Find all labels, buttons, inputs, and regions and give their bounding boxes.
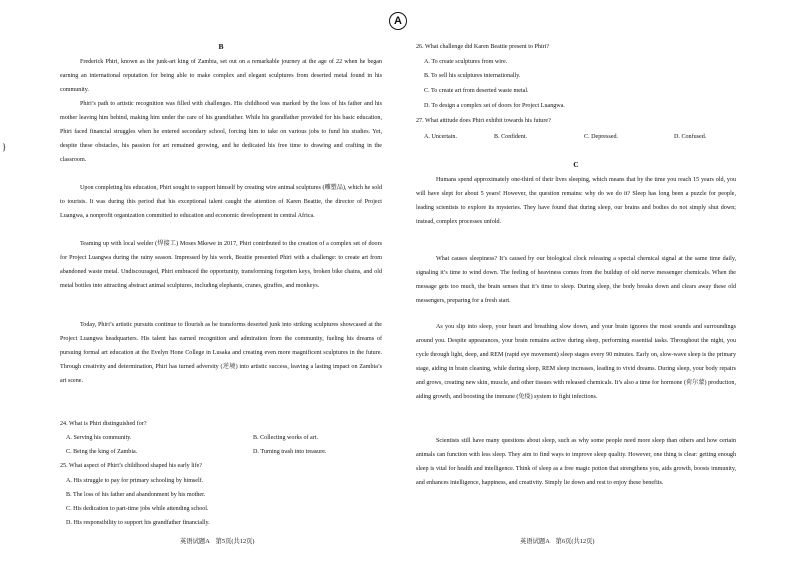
question-25-option-d[interactable]: D. His responsibility to support his grandfather financially. [66, 520, 210, 526]
passage-b-paragraph-4: Teaming up with local welder (焊接工) Moses Mkewe in 2017, Phiri contributed to the creation of a complex set of doors for Project Luangwa during the rainy season. Impressed by his work, Beattie presented Phiri with a challenge: to create art from abandoned waste metal. Undiscouraged, Phiri embraced the opportunity, transforming forgotten keys, broken bike chains, and old metal bottles into attracting abstract animal sculptures, including elephants, cranes, giraffes, and monkeys. [60, 241, 382, 290]
passage-b-paragraph-3: Upon completing his education, Phiri sought to support himself by creating wire animal sculptures (雕塑品), which he sold to tourists. It was during this period that his exceptional talent caught the attention of Karen Beattie, the director of Project Luangwa, a nonprofit organization committed to education and economic development in central Africa. [60, 185, 382, 220]
question-26-stem: 26. What challenge did Karen Beattie present to Phiri? [416, 44, 550, 50]
passage-c-paragraph-2: What causes sleepiness? It’s caused by our biological clock releasing a special chemical signal at the same time daily, signaling it’s time to wind down. The feeling of heaviness comes from the buildup of old nerve messenger chemicals. When the message gets too much, the brain senses that it’s time to sleep. During sleep, the body breaks down and clears away these old messengers, preparing for a fresh start. [416, 256, 736, 305]
passage-c-paragraph-4: Scientists still have many questions about sleep, such as why some people need more sleep than others and how certain animals can function with less sleep. They aim to find ways to improve sleep quality. However, one thing is clear: getting enough sleep is vital for health and intelligence. Think of sleep as a free magic potion that strengthens you, aids growth, boosts immunity, and enhances intelligence, happiness, and creativity. Simply lie down and rest to enjoy these benefits. [416, 438, 736, 487]
section-c-heading: C [573, 160, 579, 169]
question-24-option-a[interactable]: A. Serving his community. [66, 435, 132, 441]
passage-b-paragraph-2: Phiri’s path to artistic recognition was filled with challenges. His childhood was marked by the loss of his father and his mother leaving him behind, making him under the care of his grandfather. While his grandfather provided for his basic education, Phiri faced financial struggles when he entered secondary school, forcing him to take on various jobs to fund his studies. Yet, despite these obstacles, his passion for art remained growing, and he dedicated his free time to drawing and crafting in the classroom. [60, 101, 382, 164]
question-27-option-d[interactable]: D. Confused. [674, 134, 707, 140]
question-26-option-a[interactable]: A. To create sculptures from wire. [424, 59, 508, 65]
question-25-option-b[interactable]: B. The loss of his father and abandonment by his mother. [66, 492, 206, 498]
question-25-option-c[interactable]: C. His dedication to part-time jobs while attending school. [66, 506, 209, 512]
question-27-stem: 27. What attitude does Phiri exhibit towards his future? [416, 118, 551, 124]
question-24-stem: 24. What is Phiri distinguished for? [60, 421, 147, 427]
passage-c-paragraph-3: As you slip into sleep, your heart and breathing slow down, and your brain ignores the most sounds and surroundings around you. Despite appearances, your brain remains active during sleep, performing essential tasks. Throughout the night, you cycle through light, deep, and REM (rapid eye movement) sleep stages every 90 minutes. Early on, slow-wave sleep is the primary stage, aiding in brain cleaning, while during sleep, REM sleep increases, leading to vivid dreams. During sleep, your body repairs and grows, creating new skin, muscle, and other tissues with released chemicals. It’s also a time for hormone (荷尔蒙) production, aiding growth, and boosting the immune (免疫) system to fight infections. [416, 324, 736, 401]
section-b-heading: B [218, 42, 224, 51]
question-27-option-a[interactable]: A. Uncertain. [424, 134, 457, 140]
question-26-option-b[interactable]: B. To sell his sculptures internationally. [424, 73, 521, 79]
question-27-option-c[interactable]: C. Depressed. [584, 134, 619, 140]
paper-version-mark: A [389, 12, 407, 30]
passage-b-paragraph-5: Today, Phiri’s artistic pursuits continue to flourish as he transforms deserted junk into striking sculptures showcased at the Project Luangwa headquarters. His talent has earned recognition and admiration from the community, fueling his dreams of pursuing formal art education at the Evelyn Hone College in Lusaka and creating even more magnificent sculptures in the future. Through creativity and determination, Phiri has turned adversity (逆境) into artistic success, leaving a lasting impact on Zambia’s art scene. [60, 322, 382, 385]
question-25-stem: 25. What aspect of Phiri’s childhood shaped his early life? [60, 463, 203, 469]
passage-c-paragraph-1: Humans spend approximately one-third of their lives sleeping, which means that by the time you reach 15 years old, you will have slept for about 5 years! However, the question remains: why do we do it? Sleep has long been a puzzle for people, leading scientists to explore its mysteries. They have found that during sleep, our brains and bodies do not simply shut down; instead, complex processes unfold. [416, 177, 736, 226]
binding-edge-mark: } [2, 142, 7, 152]
question-26-option-d[interactable]: D. To design a complex set of doors for Project Luangwa. [424, 103, 565, 109]
passage-b-paragraph-1: Frederick Phiri, known as the junk-art king of Zambia, set out on a remarkable journey at the age of 22 when he began earning an international reputation for being able to make complex and elegant sculptures from deserted metal found in his community. [60, 59, 382, 94]
question-24-option-c[interactable]: C. Being the king of Zambia. [66, 449, 138, 455]
question-27-option-b[interactable]: B. Confident. [494, 134, 528, 140]
question-25-option-a[interactable]: A. His struggle to pay for primary schooling by himself. [66, 478, 204, 484]
question-24-option-b[interactable]: B. Collecting works of art. [253, 435, 318, 441]
question-24-option-d[interactable]: D. Turning trash into treasure. [253, 449, 327, 455]
right-page-footer: 英语试题A 第6页(共12页) [520, 538, 595, 545]
question-26-option-c[interactable]: C. To create art from deserted waste metal. [424, 88, 529, 94]
left-page-footer: 英语试题A 第5页(共12页) [180, 538, 255, 545]
